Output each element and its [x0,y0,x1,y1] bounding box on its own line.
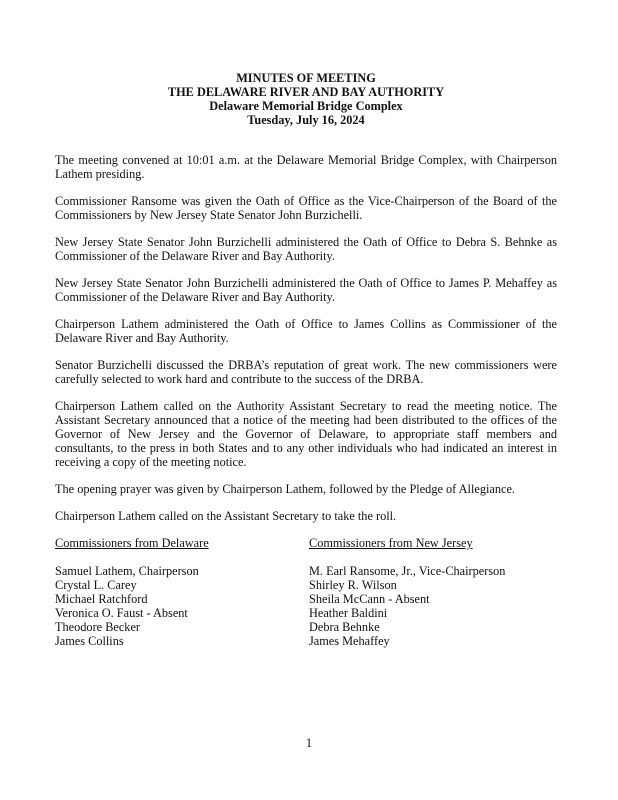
header-date: Tuesday, July 16, 2024 [247,113,365,127]
list-item: James Mehaffey [309,634,390,648]
paragraph-oath-ransome: Commissioner Ransome was given the Oath of Office as the Vice-Chairperson of the Board of the Commissioners by New Jersey State Senator John Burzichelli. [55,194,557,222]
paragraph-burzichelli-remarks: Senator Burzichelli discussed the DRBA’s reputation of great work. The new commissioners were carefully selected to work hard and contribute to the success of the DRBA. [55,358,557,386]
paragraph-oath-collins: Chairperson Lathem administered the Oath of Office to James Collins as Commissioner of the Delaware River and Bay Authority. [55,317,557,345]
delaware-commissioners-heading: Commissioners from Delaware [55,536,209,550]
paragraph-opening-prayer: The opening prayer was given by Chairperson Lathem, followed by the Pledge of Allegiance. [55,482,515,496]
list-item: Michael Ratchford [55,592,148,606]
list-item: James Collins [55,634,124,648]
paragraph-oath-mehaffey: New Jersey State Senator John Burzichelli administered the Oath of Office to James P. Mehaffey as Commissioner of the Delaware River and Bay Authority. [55,276,557,304]
list-item: Heather Baldini [309,606,388,620]
list-item: Theodore Becker [55,620,141,634]
header-organization: THE DELAWARE RIVER AND BAY AUTHORITY [167,85,445,99]
header-location: Delaware Memorial Bridge Complex [209,99,403,113]
list-item: Crystal L. Carey [55,578,137,592]
document-header [55,71,557,127]
list-item: M. Earl Ransome, Jr., Vice-Chairperson [309,564,506,578]
list-item: Veronica O. Faust - Absent [55,606,188,620]
new-jersey-commissioners-heading: Commissioners from New Jersey [309,536,473,550]
delaware-commissioners-column [55,536,309,648]
page-number: 1 [305,736,313,750]
list-item: Shirley R. Wilson [309,578,397,592]
header-title: MINUTES OF MEETING [236,71,376,85]
new-jersey-commissioners-column [309,536,557,648]
commissioner-roster [55,536,557,648]
paragraph-roll-call: Chairperson Lathem called on the Assistant Secretary to take the roll. [55,509,397,523]
list-item: Samuel Lathem, Chairperson [55,564,199,578]
paragraph-convened: The meeting convened at 10:01 a.m. at the Delaware Memorial Bridge Complex, with Chairperson Lathem presiding. [55,153,557,181]
paragraph-oath-behnke: New Jersey State Senator John Burzichelli administered the Oath of Office to Debra S. Behnke as Commissioner of the Delaware River and Bay Authority. [55,235,557,263]
paragraph-meeting-notice: Chairperson Lathem called on the Authority Assistant Secretary to read the meeting notice. The Assistant Secretary announced that a notice of the meeting had been distributed to the offices of the Governor of New Jersey and the Governor of Delaware, to appropriate staff members and consultants, to the press in both States and to any other individuals who had indicated an interest in receiving a copy of the meeting notice. [55,399,557,469]
list-item: Sheila McCann - Absent [309,592,430,606]
list-item: Debra Behnke [309,620,380,634]
